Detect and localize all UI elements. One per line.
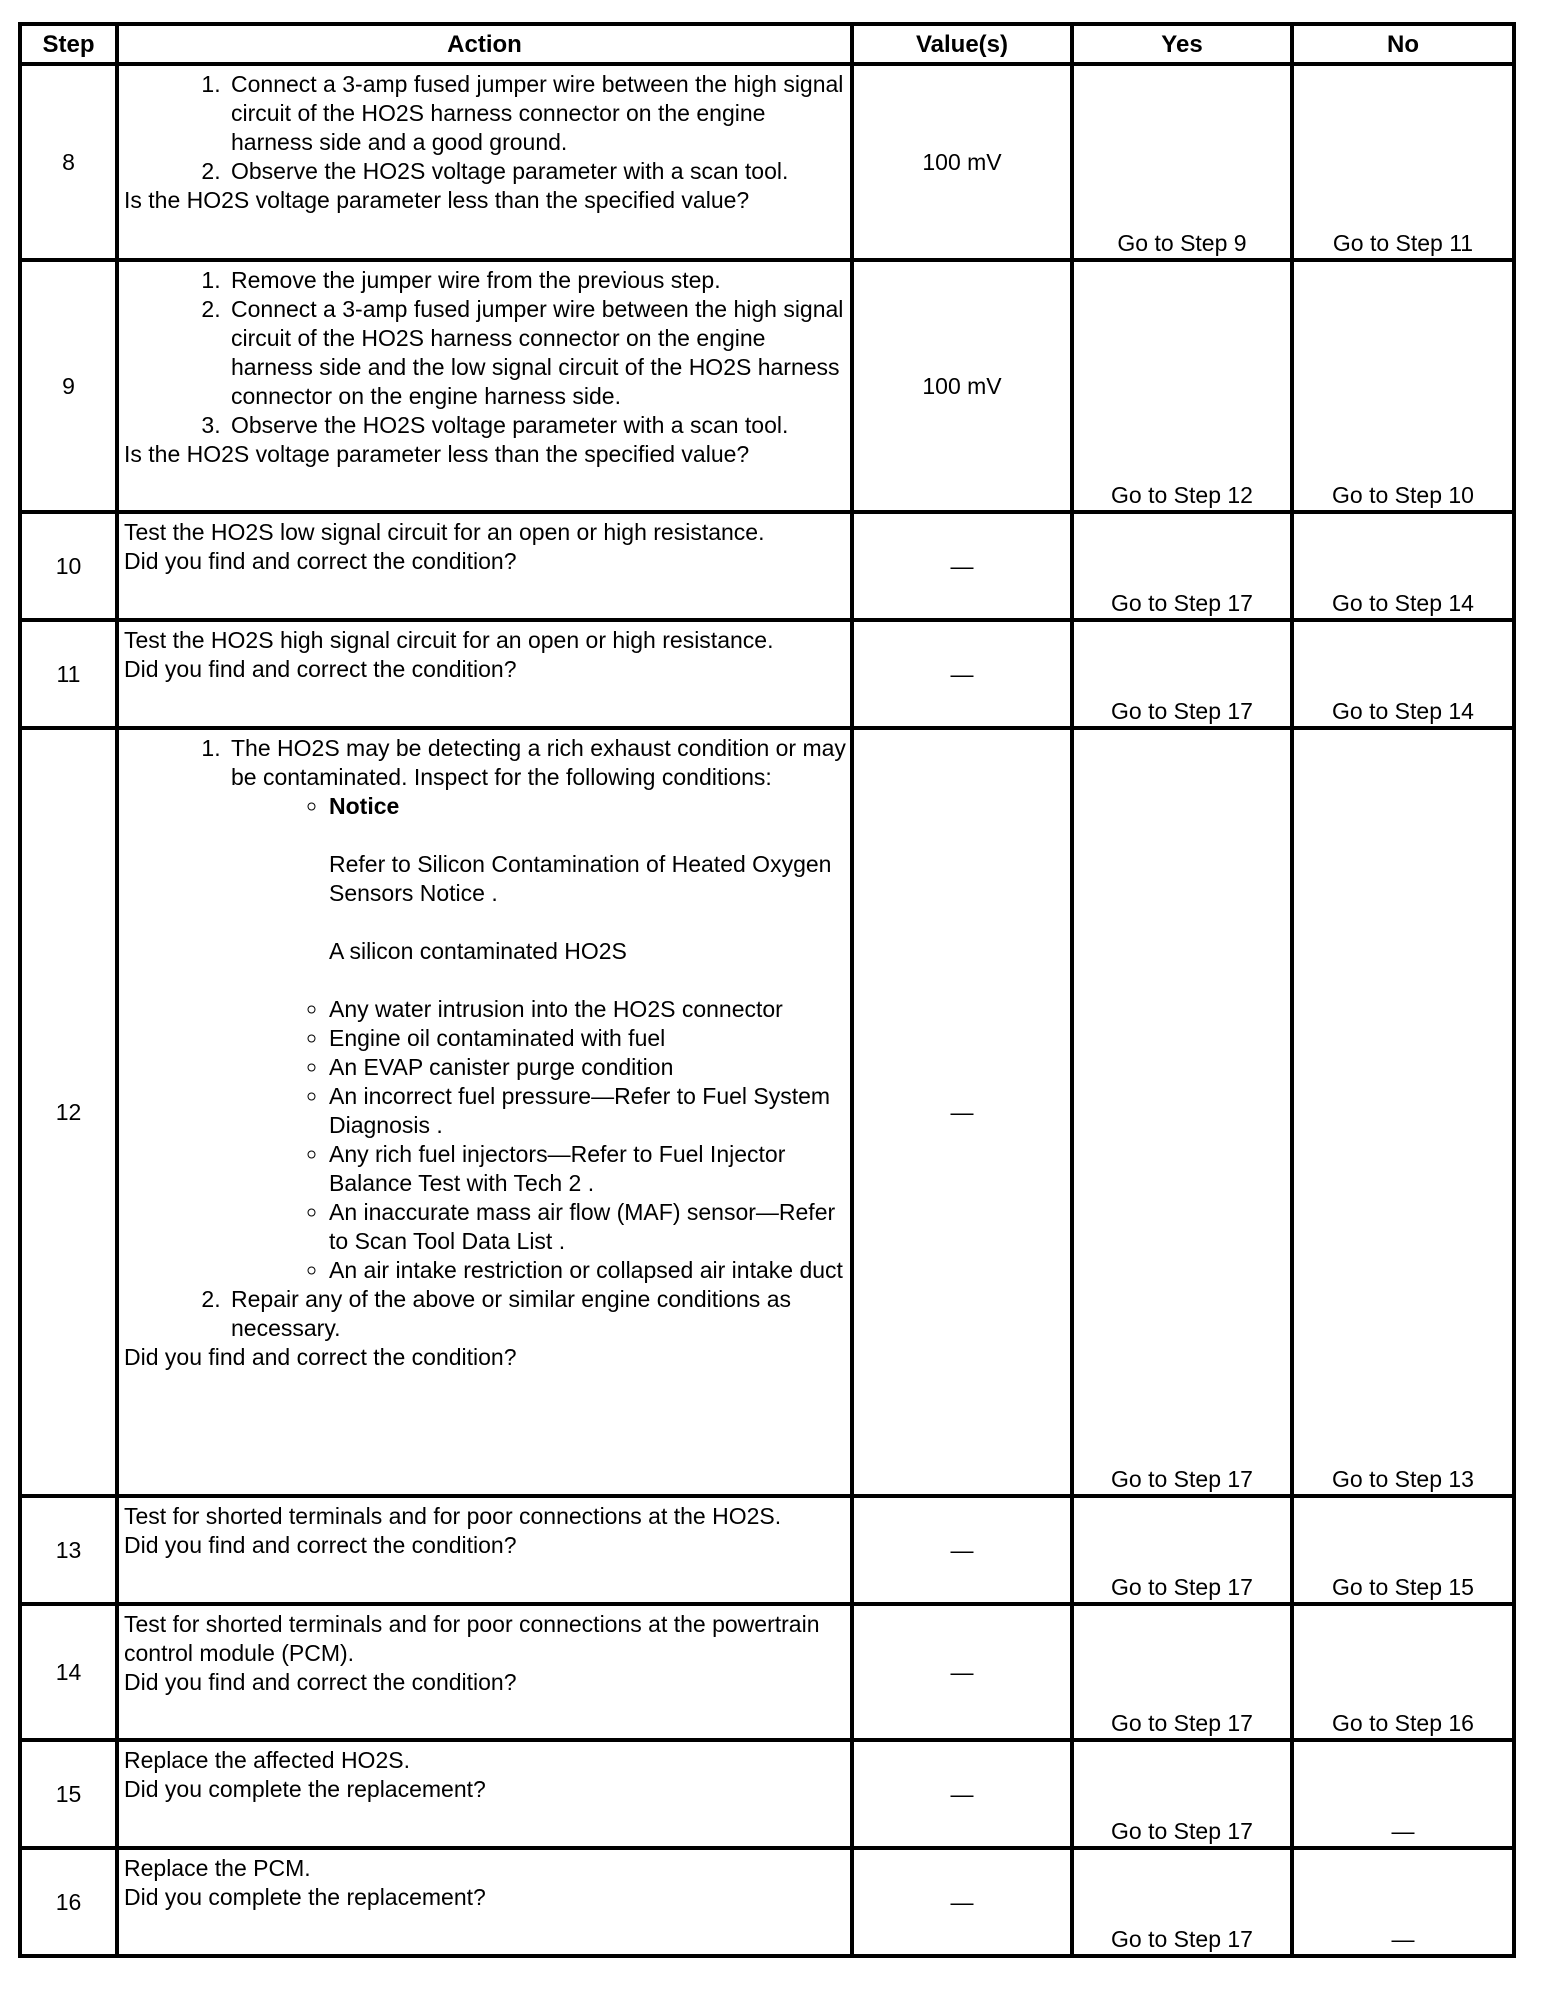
condition-item: ◦ An incorrect fuel pressure—Refer to Fuel System Diagnosis .: [329, 1082, 846, 1140]
action-item-text: The HO2S may be detecting a rich exhaust condition or may be contaminated. Inspect for the following conditions:: [231, 735, 846, 790]
notice-heading: ◦ Notice: [329, 793, 400, 819]
header-action: Action: [117, 24, 852, 64]
action-text: Test the HO2S high signal circuit for an open or high resistance.: [124, 627, 774, 653]
action-item: [227, 734, 846, 1285]
action-item: 2. Observe the HO2S voltage parameter with a scan tool.: [227, 157, 846, 186]
yes-cell: Go to Step 9: [1072, 64, 1292, 260]
header-step: Step: [20, 24, 117, 64]
no-cell: —: [1292, 1848, 1514, 1956]
action-cell: [117, 64, 852, 260]
action-list: [124, 266, 846, 440]
no-cell: Go to Step 13: [1292, 728, 1514, 1496]
action-question: Did you find and correct the condition?: [124, 548, 517, 574]
yes-cell: Go to Step 17: [1072, 1848, 1292, 1956]
no-cell: Go to Step 14: [1292, 620, 1514, 728]
condition-item: ◦ An EVAP canister purge condition: [329, 1053, 846, 1082]
action-item: 1. Connect a 3-amp fused jumper wire between the high signal circuit of the HO2S harness connector on the engine harness side and a good ground.: [227, 70, 846, 157]
header-values: Value(s): [852, 24, 1072, 64]
action-cell: [117, 1740, 852, 1848]
yes-cell: Go to Step 17: [1072, 1496, 1292, 1604]
action-question: Did you find and correct the condition?: [124, 1532, 517, 1558]
action-list: [124, 734, 846, 1343]
yes-cell: Go to Step 17: [1072, 620, 1292, 728]
step-number: 8: [20, 64, 117, 260]
value-cell: —: [852, 1496, 1072, 1604]
table-row: [20, 260, 1514, 512]
value-cell: —: [852, 1740, 1072, 1848]
condition-item: ◦ Engine oil contaminated with fuel: [329, 1024, 846, 1053]
yes-cell: Go to Step 17: [1072, 1604, 1292, 1740]
action-item: 2. Repair any of the above or similar engine conditions as necessary.: [227, 1285, 846, 1343]
value-cell: —: [852, 1848, 1072, 1956]
action-cell: [117, 512, 852, 620]
yes-cell: Go to Step 17: [1072, 728, 1292, 1496]
table-row: [20, 1848, 1514, 1956]
value-cell: 100 mV: [852, 64, 1072, 260]
condition-item: ◦ An inaccurate mass air flow (MAF) sensor—Refer to Scan Tool Data List .: [329, 1198, 846, 1256]
condition-item: ◦ An air intake restriction or collapsed air intake duct: [329, 1256, 846, 1285]
action-question: Is the HO2S voltage parameter less than the specified value?: [124, 441, 750, 467]
action-cell: [117, 1848, 852, 1956]
step-number: 14: [20, 1604, 117, 1740]
table-row: [20, 1740, 1514, 1848]
action-text: Test the HO2S low signal circuit for an open or high resistance.: [124, 519, 765, 545]
action-item: 2. Connect a 3-amp fused jumper wire between the high signal circuit of the HO2S harness connector on the engine harness side and the low signal circuit of the HO2S harness connector on the engine harness side.: [227, 295, 846, 411]
action-text: Test for shorted terminals and for poor connections at the powertrain control module (PCM).: [124, 1611, 820, 1666]
action-item: 1. Remove the jumper wire from the previous step.: [227, 266, 846, 295]
action-question: Is the HO2S voltage parameter less than the specified value?: [124, 187, 750, 213]
header-no: No: [1292, 24, 1514, 64]
action-cell: [117, 1496, 852, 1604]
action-question: Did you complete the replacement?: [124, 1884, 486, 1910]
action-cell: [117, 1604, 852, 1740]
table-row: [20, 1604, 1514, 1740]
value-cell: —: [852, 512, 1072, 620]
notice-text: A silicon contaminated HO2S: [329, 938, 627, 964]
table-row: [20, 728, 1514, 1496]
yes-cell: Go to Step 17: [1072, 512, 1292, 620]
header-row: [20, 24, 1514, 64]
action-text: Test for shorted terminals and for poor connections at the HO2S.: [124, 1503, 782, 1529]
diagnostic-steps-table: [18, 22, 1516, 1958]
action-list: [124, 70, 846, 186]
step-number: 9: [20, 260, 117, 512]
step-number: 15: [20, 1740, 117, 1848]
table-row: [20, 64, 1514, 260]
table-row: [20, 620, 1514, 728]
step-number: 11: [20, 620, 117, 728]
yes-cell: Go to Step 17: [1072, 1740, 1292, 1848]
action-cell: [117, 260, 852, 512]
condition-item: ◦ Any water intrusion into the HO2S connector: [329, 995, 846, 1024]
no-cell: Go to Step 15: [1292, 1496, 1514, 1604]
value-cell: —: [852, 728, 1072, 1496]
action-question: Did you find and correct the condition?: [124, 656, 517, 682]
action-question: Did you find and correct the condition?: [124, 1344, 517, 1370]
no-cell: Go to Step 10: [1292, 260, 1514, 512]
action-cell: [117, 728, 852, 1496]
yes-cell: Go to Step 12: [1072, 260, 1292, 512]
conditions-list: [231, 792, 846, 1285]
step-number: 12: [20, 728, 117, 1496]
no-cell: Go to Step 16: [1292, 1604, 1514, 1740]
action-item: 3. Observe the HO2S voltage parameter with a scan tool.: [227, 411, 846, 440]
step-number: 16: [20, 1848, 117, 1956]
header-yes: Yes: [1072, 24, 1292, 64]
step-number: 13: [20, 1496, 117, 1604]
no-cell: Go to Step 11: [1292, 64, 1514, 260]
table-row: [20, 512, 1514, 620]
no-cell: —: [1292, 1740, 1514, 1848]
table-row: [20, 1496, 1514, 1604]
notice-item: [329, 792, 846, 995]
value-cell: 100 mV: [852, 260, 1072, 512]
action-text: Replace the PCM.: [124, 1855, 311, 1881]
no-cell: Go to Step 14: [1292, 512, 1514, 620]
action-text: Replace the affected HO2S.: [124, 1747, 410, 1773]
condition-item: ◦ Any rich fuel injectors—Refer to Fuel Injector Balance Test with Tech 2 .: [329, 1140, 846, 1198]
action-question: Did you complete the replacement?: [124, 1776, 486, 1802]
action-question: Did you find and correct the condition?: [124, 1669, 517, 1695]
value-cell: —: [852, 620, 1072, 728]
notice-reference: Refer to Silicon Contamination of Heated Oxygen Sensors Notice .: [329, 851, 832, 906]
value-cell: —: [852, 1604, 1072, 1740]
action-cell: [117, 620, 852, 728]
step-number: 10: [20, 512, 117, 620]
